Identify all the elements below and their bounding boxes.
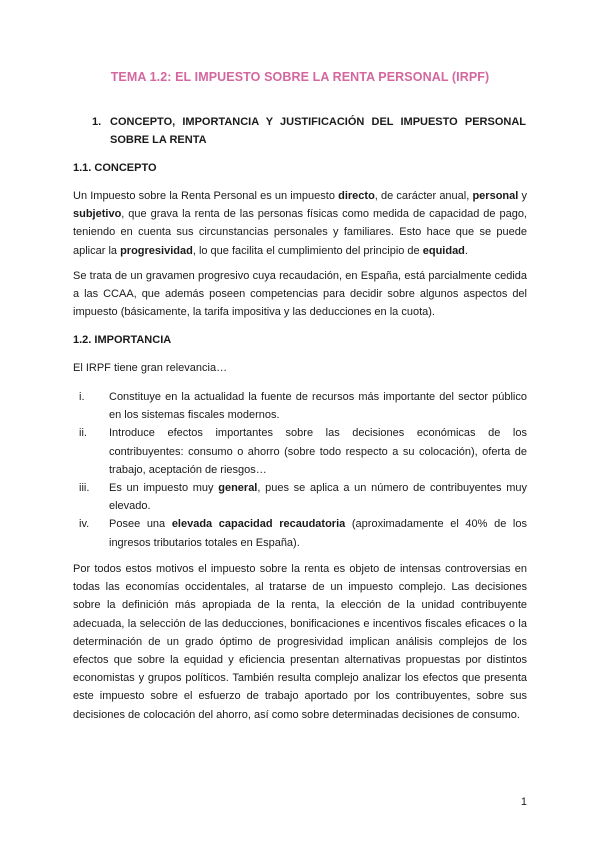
section-heading [92, 113, 526, 149]
section-number: 1. [92, 116, 102, 128]
list-marker: ii. [79, 427, 87, 440]
subsection-importancia-heading: 1.2. IMPORTANCIA [73, 334, 172, 346]
list-item-text: , pues se aplica a un número de contribuyentes muy elevado. [109, 482, 528, 513]
paragraph-concepto [73, 187, 527, 260]
page-number: 1 [520, 796, 527, 808]
p1-bold-directo: directo [338, 190, 375, 202]
list-item [73, 515, 527, 551]
list-marker: iii. [79, 482, 90, 495]
list-item-text: Constituye en la actualidad la fuente de recursos más importante del sector público en los sistemas fiscales modernos. [109, 391, 527, 422]
list-item-bold: general [218, 482, 258, 495]
list-item [73, 424, 527, 479]
p1-text-6: . [464, 244, 468, 257]
list-item-text: Introduce efectos importantes sobre las decisiones económicas de los contribuyentes: consumo o ahorro (sobre todo respecto a su colocación), oferta de trabajo, aceptación de riesgos… [109, 427, 527, 476]
list-marker: iv. [79, 518, 90, 531]
section-title: CONCEPTO, IMPORTANCIA Y JUSTIFICACIÓN DEL IMPUESTO PERSONAL SOBRE LA RENTA [110, 116, 526, 146]
list-item-bold: elevada capacidad recaudatoria [171, 518, 346, 531]
list-item-text: Posee una [109, 518, 172, 531]
paragraph-controversias: Por todos estos motivos el impuesto sobre la renta es objeto de intensas controversias en todas las economías occidentales, al tratarse de un impuesto complejo. Las decisiones sobre la definición más apropiada de la renta, la elección de la unidad contribuyente adecuada, la selección de las deducciones, bonificaciones e incentivos fiscales eficaces o la determinación de un grado óptimo de progresividad implican análisis complejos de los efectos que sobre la equidad y eficiencia presentan alternativas propuestas por distintos economistas y grupos políticos. También resulta complejo analizar los efectos que presenta este impuesto sobre el esfuerzo de trabajo aportado por los contribuyentes, sobre sus decisiones de colocación del ahorro, así como sobre determinadas decisiones de consumo. [73, 563, 527, 721]
p1-bold-subjetivo: subjetivo [73, 208, 122, 221]
list-item [73, 388, 527, 424]
p1-text-3: y [518, 190, 527, 202]
p1-bold-progresividad: progresividad [120, 244, 193, 257]
list-marker: i. [79, 391, 85, 403]
p1-text-4: , que grava la renta de las personas físicas como medida de capacidad de pago, teniendo en cuenta sus circunstancias personales y familiares. Esto hace que se puede aplicar la [73, 208, 527, 257]
document-title: TEMA 1.2: EL IMPUESTO SOBRE LA RENTA PERSONAL (IRPF) [110, 70, 490, 84]
list-item [73, 479, 527, 515]
p1-text-2: , de carácter anual, [374, 190, 473, 202]
subsection-concepto-heading: 1.1. CONCEPTO [73, 162, 157, 174]
paragraph-relevancia: El IRPF tiene gran relevancia… [73, 362, 228, 374]
list-item-text: (aproximadamente el 40% de los ingresos tributarios totales en España). [109, 518, 527, 549]
p1-bold-equidad: equidad [422, 244, 465, 257]
p1-text-1: Un Impuesto sobre la Renta Personal es un impuesto [73, 190, 339, 202]
list-item-text: Es un impuesto muy [109, 482, 219, 495]
p1-text-5: , lo que facilita el cumplimiento del principio de [192, 244, 423, 257]
paragraph-gravamen: Se trata de un gravamen progresivo cuya recaudación, en España, está parcialmente cedida a las CCAA, que además poseen competencias para decidir sobre algunos aspectos del impuesto (básicamente, la tarifa impositiva y las deducciones en la cuota). [73, 270, 527, 319]
importance-list [73, 388, 527, 552]
p1-bold-personal: personal [472, 190, 519, 202]
